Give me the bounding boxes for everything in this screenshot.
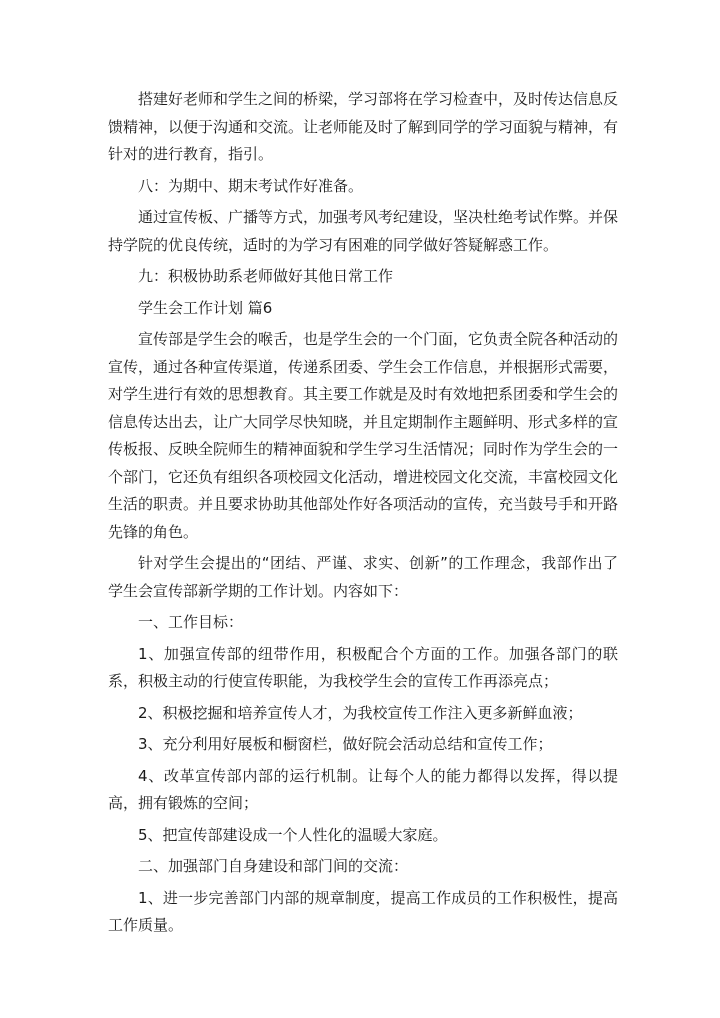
- heading-work-goals: 一、工作目标：: [138, 613, 244, 631]
- list-item-construction-1: 1、进一步完善部门内部的规章制度，提高工作成员的工作积极性，提高工作质量。: [108, 888, 618, 934]
- list-item-goal-3: 3、充分利用好展板和橱窗栏，做好院会活动总结和宣传工作；: [138, 735, 553, 753]
- paragraph-exam-discipline: 通过宣传板、广播等方式，加强考风考纪建设，坚决杜绝考试作弊。并保持学院的优良传统，适时的为学习有困难的同学做好答疑解惑工作。: [108, 208, 619, 254]
- paragraph-publicity-dept: 宣传部是学生会的喉舌，也是学生会的一个门面，它负责全院各种活动的宣传，通过各种宣传渠道，传递系团委、学生会工作信息，并根据形式需要，对学生进行有效的思想教育。其主要工作就是及时有效地把系团委和学生会的信息传达出去，让广大同学尽快知晓，并且定期制作主题鲜明、形式多样的宣传板报、反映全院师生的精神面貌和学生学习生活情况；同时作为学生会的一个部门，它还负有组织各项校园文化活动，增进校园文化交流，丰富校园文化生活的职责。并且要求协助其他部处作好各项活动的宣传，充当鼓号手和开路先锋的角色。: [108, 330, 619, 541]
- section-title-plan-6: 学生会工作计划 篇6: [138, 298, 273, 317]
- list-item-goal-2: 2、积极挖掘和培养宣传人才，为我校宣传工作注入更多新鲜血液；: [138, 703, 583, 722]
- heading-dept-construction: 二、加强部门自身建设和部门间的交流：: [138, 857, 409, 875]
- list-item-goal-5: 5、把宣传部建设成一个人性化的温暖大家庭。: [138, 825, 448, 844]
- paragraph-bridge: 搭建好老师和学生之间的桥梁，学习部将在学习检查中，及时传达信息反馈精神，以便于沟通和交流。让老师能及时了解到同学的学习面貌与精神，有针对的进行教育，指引。: [108, 90, 619, 163]
- paragraph-work-concept: 针对学生会提出的“团结、严谨、求实、创新”的工作理念，我部作出了学生会宣传部新学期的工作计划。内容如下：: [108, 554, 618, 600]
- paragraph-item-nine: 九：积极协助系老师做好其他日常工作: [138, 267, 394, 285]
- list-item-goal-4: 4、改革宣传部内部的运行机制。让每个人的能力都得以发挥，得以提高，拥有锻炼的空间；: [108, 766, 618, 812]
- document-page: [108, 86, 618, 940]
- paragraph-item-eight: 八：为期中、期末考试作好准备。: [138, 176, 364, 195]
- list-item-goal-1: 1、加强宣传部的纽带作用，积极配合个方面的工作。加强各部门的联系，积极主动的行使宣传职能，为我校学生会的宣传工作再添亮点；: [108, 644, 618, 690]
